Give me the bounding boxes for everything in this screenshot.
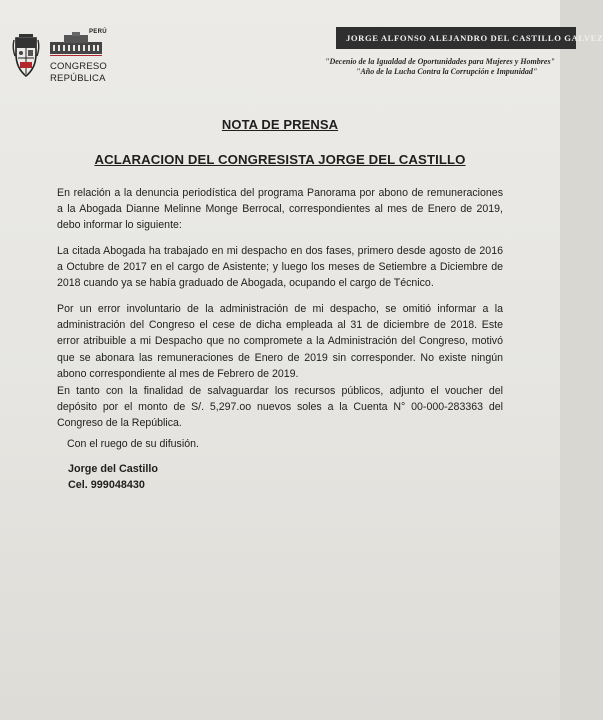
congressman-name-banner: JORGE ALFONSO ALEJANDRO DEL CASTILLO GALVEZ: [336, 27, 576, 49]
signature-name: Jorge del Castillo: [68, 463, 158, 475]
year-motto: "Año de la Lucha Contra la Corrupción e Impunidad": [356, 67, 538, 76]
coat-of-arms-icon: [12, 34, 40, 80]
signature-phone: Cel. 999048430: [68, 479, 145, 491]
paragraph-error: Por un error involuntario de la administración de mi despacho, se omitió informar a la administración del Congreso el cese de dicha empleada al 31 de diciembre de 2018. Este error atribuible a mi Despacho que no compromete a la Administración del Congreso, motivó que se abonara las remuneraciones de Enero de 2019 sin corresponder. No existe ningún abono correspondiente al mes de Febrero de 2019.: [57, 303, 503, 380]
paragraph-refund: En tanto con la finalidad de salvaguardar los recursos públicos, adjunto el voucher del depósito por el monto de S/. 5,297.oo nuevos soles a la Cuenta N° 00-000-283363 del Congreso de la República.: [57, 385, 503, 430]
paragraph-intro: En relación a la denuncia periodística del programa Panorama por abono de remuneraciones a la Abogada Dianne Melinne Monge Berrocal, correspondientes al mes de Enero de 2019, debo informar lo siguiente:: [57, 187, 503, 232]
institution-label-line2: REPÚBLICA: [50, 73, 106, 84]
institution-label-line1: CONGRESO: [50, 61, 108, 72]
paragraph-closing: Con el ruego de su difusión.: [67, 438, 199, 450]
congress-logo: [10, 30, 110, 88]
decade-motto: "Decenio de la Igualdad de Oportunidades para Mujeres y Hombres": [325, 57, 555, 66]
paragraph-employment: La citada Abogada ha trabajado en mi despacho en dos fases, primero desde agosto de 2016 a Octubre de 2017 en el cargo de Asistente; y luego los meses de Setiembre a Diciembre de 2018 cuando ya se había graduado de Abogada, ocupando el cargo de Técnico.: [57, 245, 503, 290]
page-subtitle: ACLARACION DEL CONGRESISTA JORGE DEL CASTILLO: [94, 152, 466, 167]
congress-building-icon: [50, 32, 102, 56]
page-title: NOTA DE PRENSA: [221, 117, 339, 132]
country-label: PERÚ: [89, 29, 107, 35]
